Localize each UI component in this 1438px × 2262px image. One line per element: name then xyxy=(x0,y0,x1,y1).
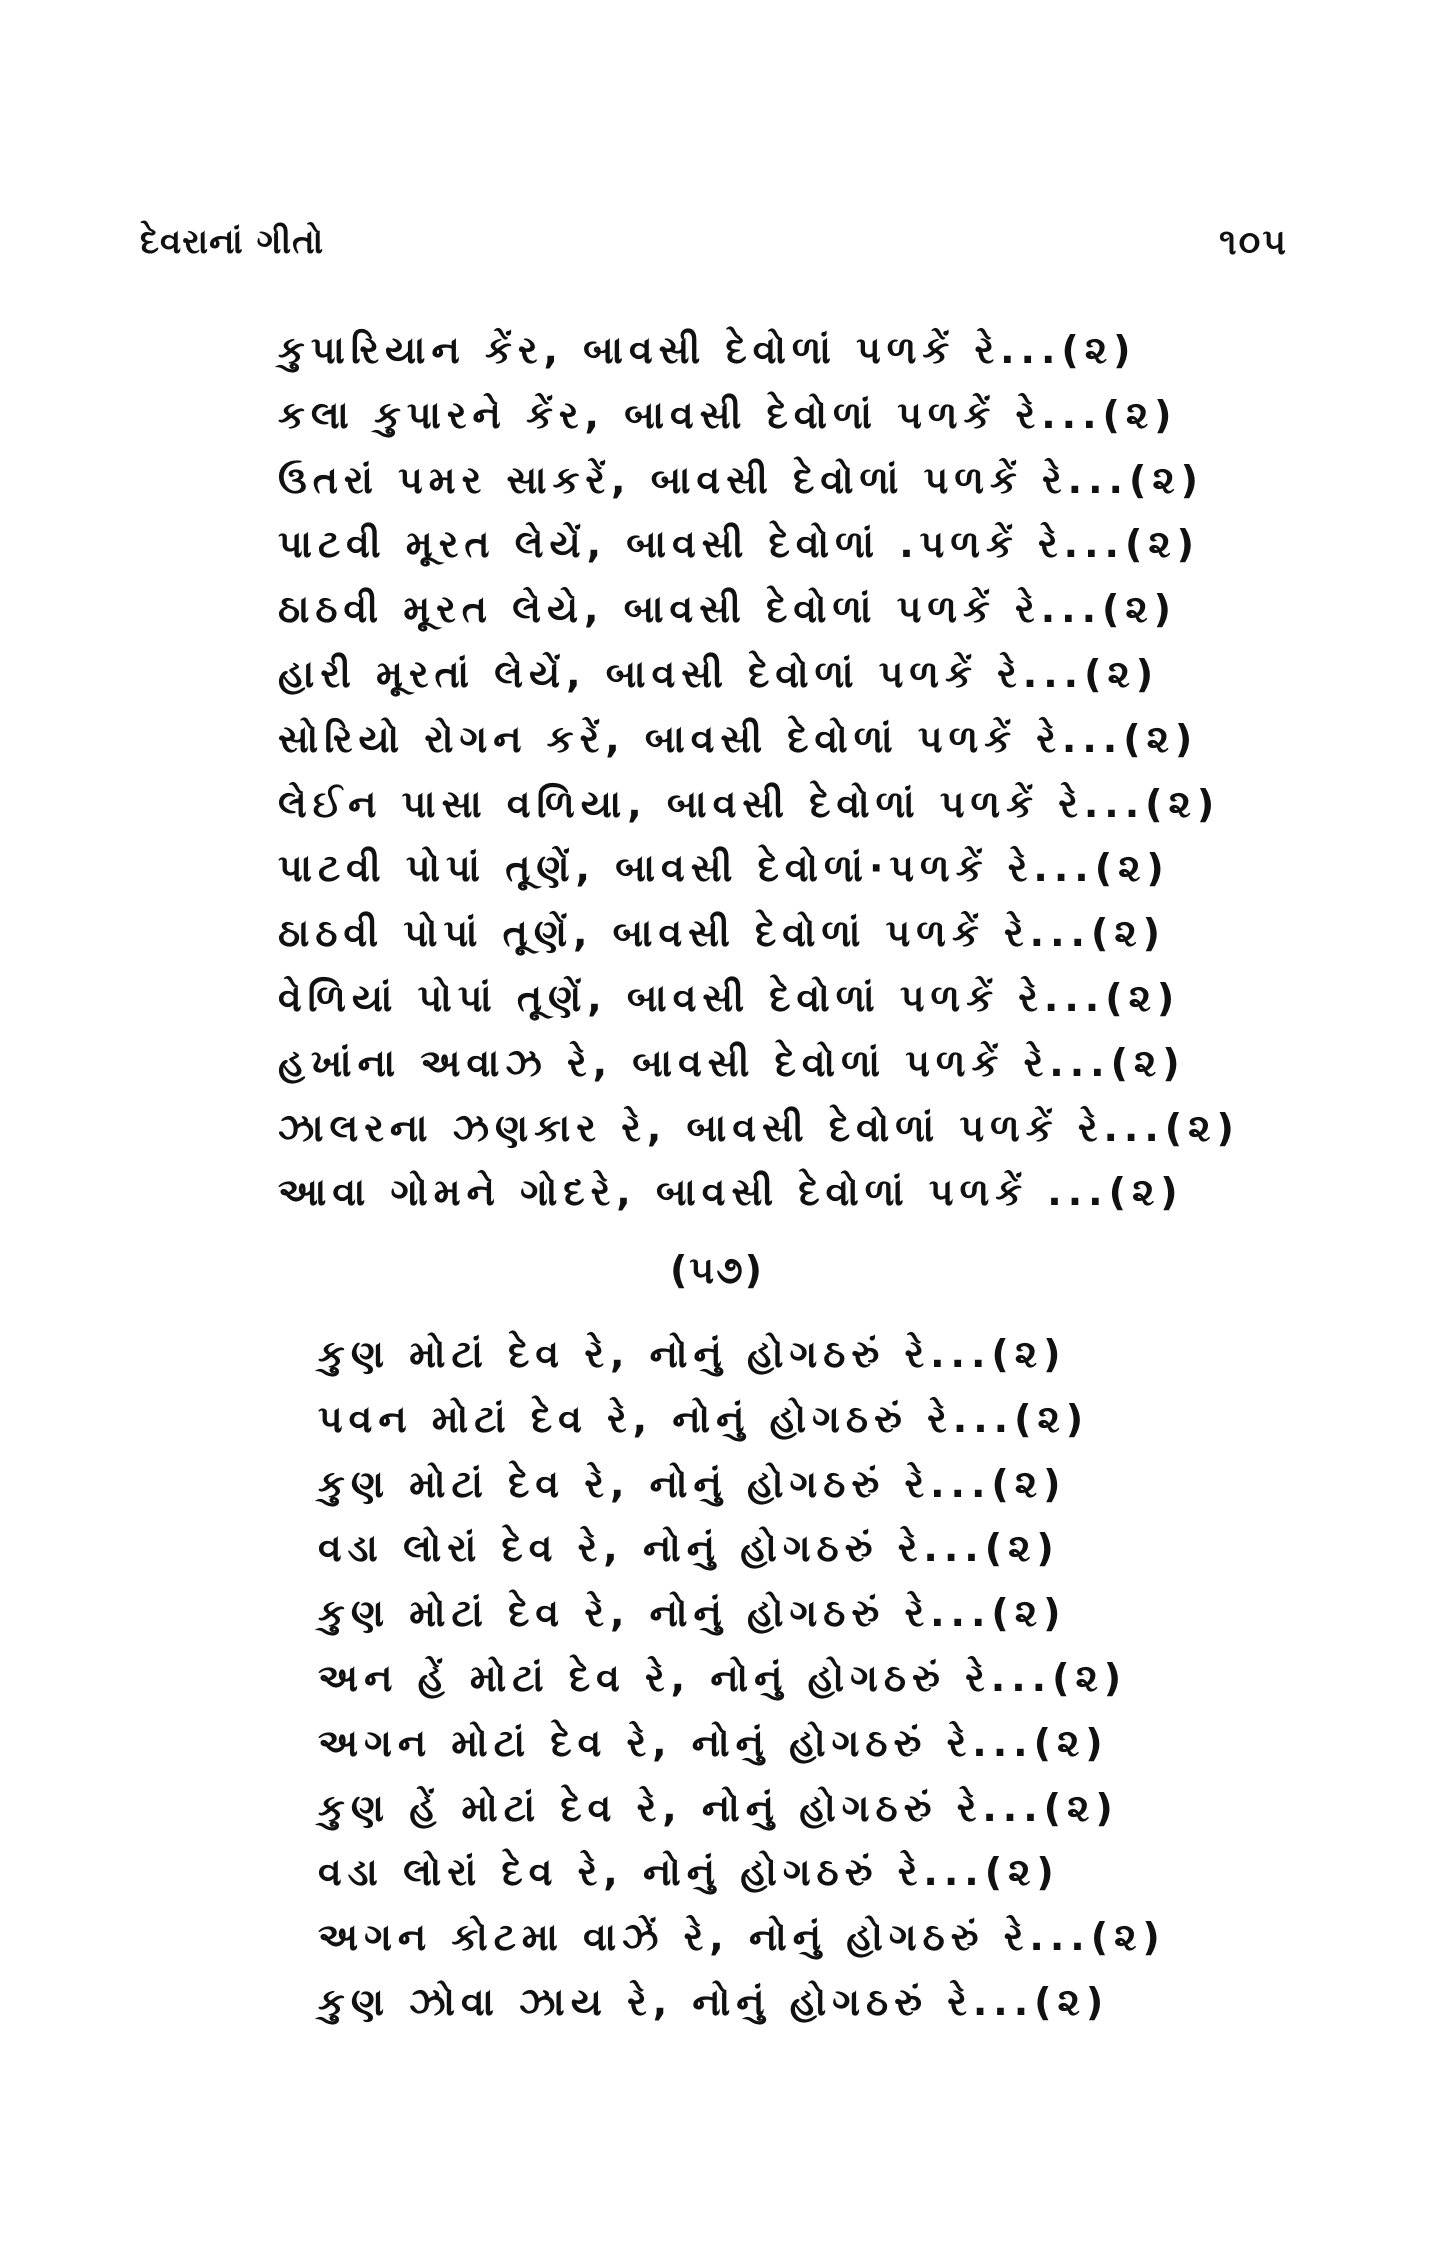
stanza-1 xyxy=(278,318,1240,1225)
verse-line: લેઈન પાસા વળિયા, બાવસી દેવોળાં પળકેં રે...(૨) xyxy=(278,781,1221,826)
verse-line: કુણ મોટાં દેવ રે, નોનું હોગઠરું રે...(૨) xyxy=(318,1461,1067,1506)
verse-line: કુણ ઝોવા ઝાય રે, નોનું હોગઠરું રે...(૨) xyxy=(318,1979,1110,2024)
verse-line: અન હેં મોટાં દેવ રે, નોનું હોગઠરું રે...(૨) xyxy=(318,1655,1128,1700)
page-number: ૧૦૫ xyxy=(1219,222,1288,263)
verse-line: હખાંના અવાઝ રે, બાવસી દેવોળાં પળકેં રે...(૨) xyxy=(278,1040,1186,1085)
verse-line: કુણ મોટાં દેવ રે, નોનું હોગઠરું રે...(૨) xyxy=(318,1591,1067,1636)
verse-line: હારી મૂરતાં લેયેં, બાવસી દેવોળાં પળકેં રે...(૨) xyxy=(278,651,1160,696)
verse-line: કુણ હેં મોટાં દેવ રે, નોનું હોગઠરું રે...(૨) xyxy=(318,1785,1119,1830)
verse-line: ઠાઠવી મૂરત લેયે, બાવસી દેવોળાં પળકેં રે...(૨) xyxy=(278,587,1178,632)
verse-line: પાટવી મૂરત લેયેં, બાવસી દેવોળાં .પળકેં રે...(૨) xyxy=(278,522,1201,567)
section-number-label: (૫૭) xyxy=(669,1248,765,1292)
verse-line: વેળિયાં પોપાં તૂણેં, બાવસી દેવોળાં પળકેં રે...(૨) xyxy=(278,975,1181,1020)
verse-line: વડા લોરાં દેવ રે, નોનું હોગઠરું રે...(૨) xyxy=(318,1850,1060,1895)
verse-line: કુણ મોટાં દેવ રે, નોનું હોગઠરું રે...(૨) xyxy=(318,1332,1067,1376)
section-number xyxy=(0,1248,1438,1293)
verse-line: ઠાઠવી પોપાં તૂણેં, બાવસી દેવોળાં પળકેં રે...(૨) xyxy=(278,911,1166,956)
verse-line: કુપારિયાન કેંર, બાવસી દેવોળાં પળકેં રે...(૨) xyxy=(278,328,1137,372)
verse-line: પવન મોટાં દેવ રે, નોનું હોગઠરું રે...(૨) xyxy=(318,1396,1090,1441)
verse-line: પાટવી પોપાં તૂણેં, બાવસી દેવોળાં·પળકેં રે...(૨) xyxy=(278,846,1170,891)
verse-line: અગન મોટાં દેવ રે, નોનું હોગઠરું રે...(૨) xyxy=(318,1720,1109,1765)
verse-line: ઝાલરના ઝણકાર રે, બાવસી દેવોળાં પળકેં રે...(૨) xyxy=(278,1105,1240,1150)
verse-line: ઉતરાં પમર સાકરેં, બાવસી દેવોળાં પળકેં રે...(૨) xyxy=(278,457,1205,502)
running-title: દેવરાનાં ગીતો xyxy=(140,222,325,262)
verse-line: સોરિયો રોગન કરેં, બાવસી દેવોળાં પળકેં રે...(૨) xyxy=(278,716,1199,761)
verse-line: વડા લોરાં દેવ રે, નોનું હોગઠરું રે...(૨) xyxy=(318,1526,1060,1571)
verse-line: અગન કોટમા વાઝેં રે, નોનું હોગઠરું રે...(૨) xyxy=(318,1915,1166,1960)
verse-line: કલા કુપારને કેંર, બાવસી દેવોળાં પળકેં રે...(૨) xyxy=(278,392,1178,437)
stanza-2 xyxy=(318,1322,1166,2035)
verse-line: આવા ગોમને ગોદરે, બાવસી દેવોળાં પળકેં ...(૨) xyxy=(278,1170,1184,1215)
